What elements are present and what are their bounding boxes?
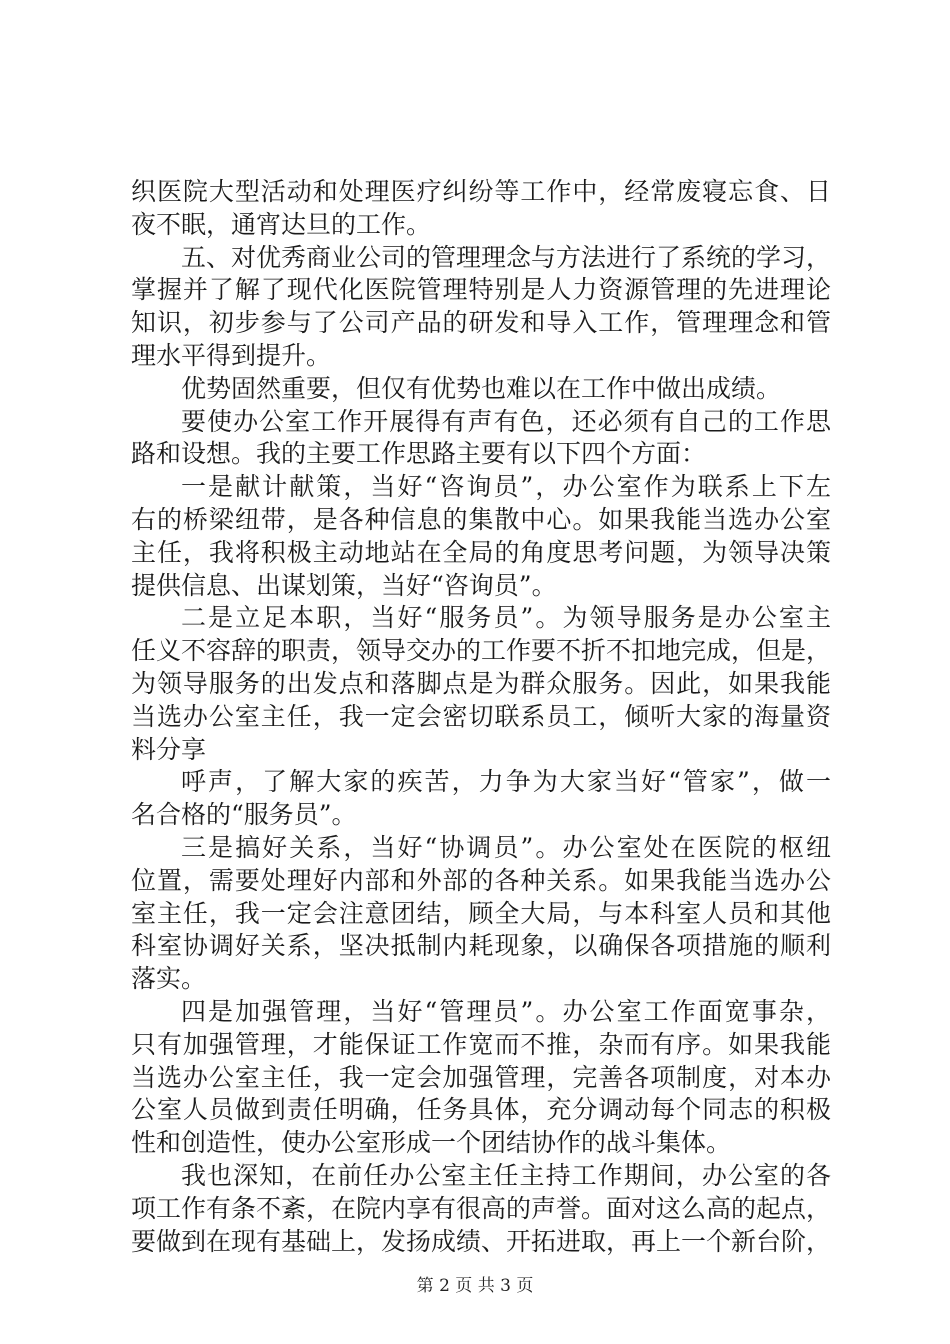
text-line: 理水平得到提升。 bbox=[131, 340, 332, 370]
text-line: 当选办公室主任，我一定会加强管理，完善各项制度，对本办 bbox=[131, 1062, 831, 1092]
document-body bbox=[131, 176, 831, 1258]
text-line: 右的桥梁纽带，是各种信息的集散中心。如果我能当选办公室 bbox=[131, 504, 831, 534]
text-line: 要做到在现有基础上，发扬成绩、开拓进取，再上一个新台阶， bbox=[131, 1226, 831, 1256]
text-line: 掌握并了解了现代化医院管理特别是人力资源管理的先进理论 bbox=[131, 275, 831, 305]
text-line: 只有加强管理，才能保证工作宽而不推，杂而有序。如果我能 bbox=[131, 1029, 831, 1059]
text-line: 路和设想。我的主要工作思路主要有以下四个方面： bbox=[131, 439, 707, 469]
text-line: 提供信息、出谋划策，当好“咨询员”。 bbox=[131, 570, 557, 600]
text-line: 一是献计献策，当好“咨询员”，办公室作为联系上下左 bbox=[181, 472, 831, 502]
text-line: 主任，我将积极主动地站在全局的角度思考问题，为领导决策 bbox=[131, 537, 831, 567]
text-line: 公室人员做到责任明确，任务具体，充分调动每个同志的积极 bbox=[131, 1095, 831, 1125]
page-footer: 第 2 页 共 3 页 bbox=[416, 1276, 534, 1296]
text-line: 性和创造性，使办公室形成一个团结协作的战斗集体。 bbox=[131, 1128, 732, 1158]
text-line: 优势固然重要，但仅有优势也难以在工作中做出成绩。 bbox=[181, 373, 782, 403]
text-line: 织医院大型活动和处理医疗纠纷等工作中，经常废寝忘食、日 bbox=[131, 177, 831, 206]
text-line: 五、对优秀商业公司的管理理念与方法进行了系统的学习， bbox=[181, 242, 831, 272]
text-line: 当选办公室主任，我一定会密切联系员工，倾听大家的海量资 bbox=[131, 701, 831, 731]
text-line: 料分享 bbox=[131, 734, 207, 764]
text-line: 呼声，了解大家的疾苦，力争为大家当好“管家”，做一 bbox=[181, 767, 831, 797]
text-line: 名合格的“服务员”。 bbox=[131, 800, 357, 830]
text-line: 夜不眠，通宵达旦的工作。 bbox=[131, 209, 432, 239]
text-line: 位置，需要处理好内部和外部的各种关系。如果我能当选办公 bbox=[131, 865, 831, 895]
text-line: 为领导服务的出发点和落脚点是为群众服务。因此，如果我能 bbox=[131, 668, 831, 698]
text-line: 我也深知，在前任办公室主任主持工作期间，办公室的各 bbox=[181, 1160, 831, 1190]
text-line: 三是搞好关系，当好“协调员”。办公室处在医院的枢纽 bbox=[181, 832, 831, 862]
text-line: 室主任，我一定会注意团结，顾全大局，与本科室人员和其他 bbox=[131, 898, 831, 928]
text-line: 任义不容辞的职责，领导交办的工作要不折不扣地完成，但是， bbox=[131, 636, 831, 666]
text-line: 要使办公室工作开展得有声有色，还必须有自己的工作思 bbox=[181, 406, 831, 436]
text-line: 四是加强管理，当好“管理员”。办公室工作面宽事杂， bbox=[181, 996, 831, 1026]
text-line: 二是立足本职，当好“服务员”。为领导服务是办公室主 bbox=[181, 603, 831, 633]
text-line: 科室协调好关系，坚决抵制内耗现象，以确保各项措施的顺利 bbox=[131, 931, 831, 961]
text-line: 落实。 bbox=[131, 964, 207, 994]
text-line: 知识，初步参与了公司产品的研发和导入工作，管理理念和管 bbox=[131, 308, 831, 338]
text-line: 项工作有条不紊，在院内享有很高的声誉。面对这么高的起点， bbox=[131, 1193, 831, 1223]
